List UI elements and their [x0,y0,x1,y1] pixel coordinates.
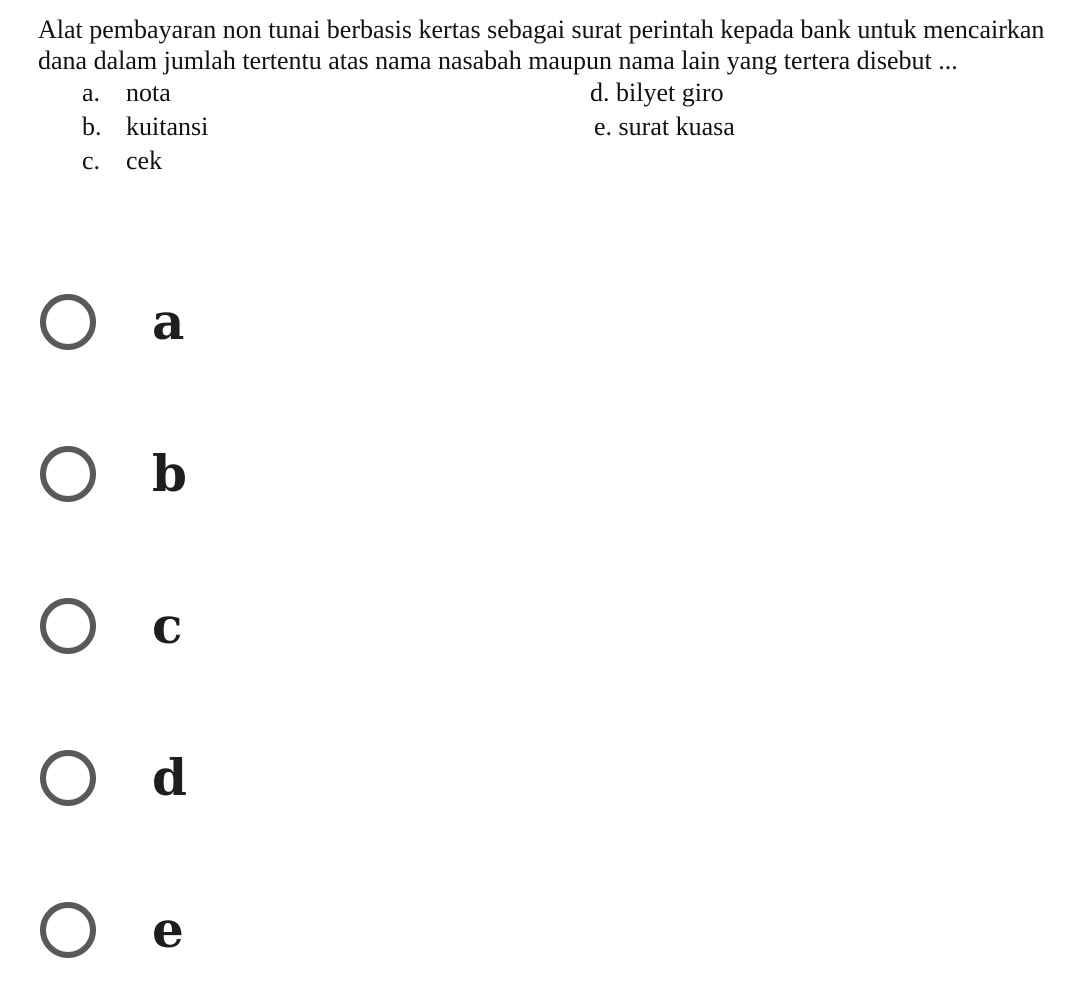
choice-item-b [82,110,208,144]
choice-text: kuitansi [126,112,209,141]
choice-letter: e. [594,112,613,141]
answer-label[interactable]: e [152,900,184,959]
choice-letter: c. [82,146,101,175]
answer-label[interactable]: b [152,444,187,503]
radio-unchecked-icon[interactable] [40,750,96,806]
answer-label[interactable]: d [152,748,187,807]
choice-letter: d. [590,78,610,107]
choice-item-d [590,76,724,110]
answer-label[interactable]: a [152,292,185,351]
answer-label[interactable]: c [152,596,183,655]
choice-list [38,76,1068,180]
radio-unchecked-icon[interactable] [40,902,96,958]
answer-option-c[interactable] [0,584,600,684]
radio-unchecked-icon[interactable] [40,598,96,654]
answer-option-a[interactable] [0,280,600,380]
choice-text: nota [126,78,171,107]
choice-item-a [82,76,171,110]
radio-unchecked-icon[interactable] [40,294,96,350]
answer-option-b[interactable] [0,432,600,532]
choice-letter: b. [82,112,102,141]
choice-item-e [594,110,735,144]
question-card [38,14,1068,180]
answer-option-d[interactable] [0,736,600,836]
choice-text: surat kuasa [618,112,735,141]
question-text: Alat pembayaran non tunai berbasis kertas sebagai surat perintah kepada bank untuk mencairkan dana dalam jumlah tertentu atas nama nasabah maupun nama lain yang tertera disebut ... [38,15,1045,75]
choice-item-c [82,144,162,178]
choice-text: bilyet giro [616,78,724,107]
choice-text: cek [126,146,163,175]
radio-unchecked-icon[interactable] [40,446,96,502]
choice-letter: a. [82,78,101,107]
answer-option-e[interactable] [0,888,600,988]
